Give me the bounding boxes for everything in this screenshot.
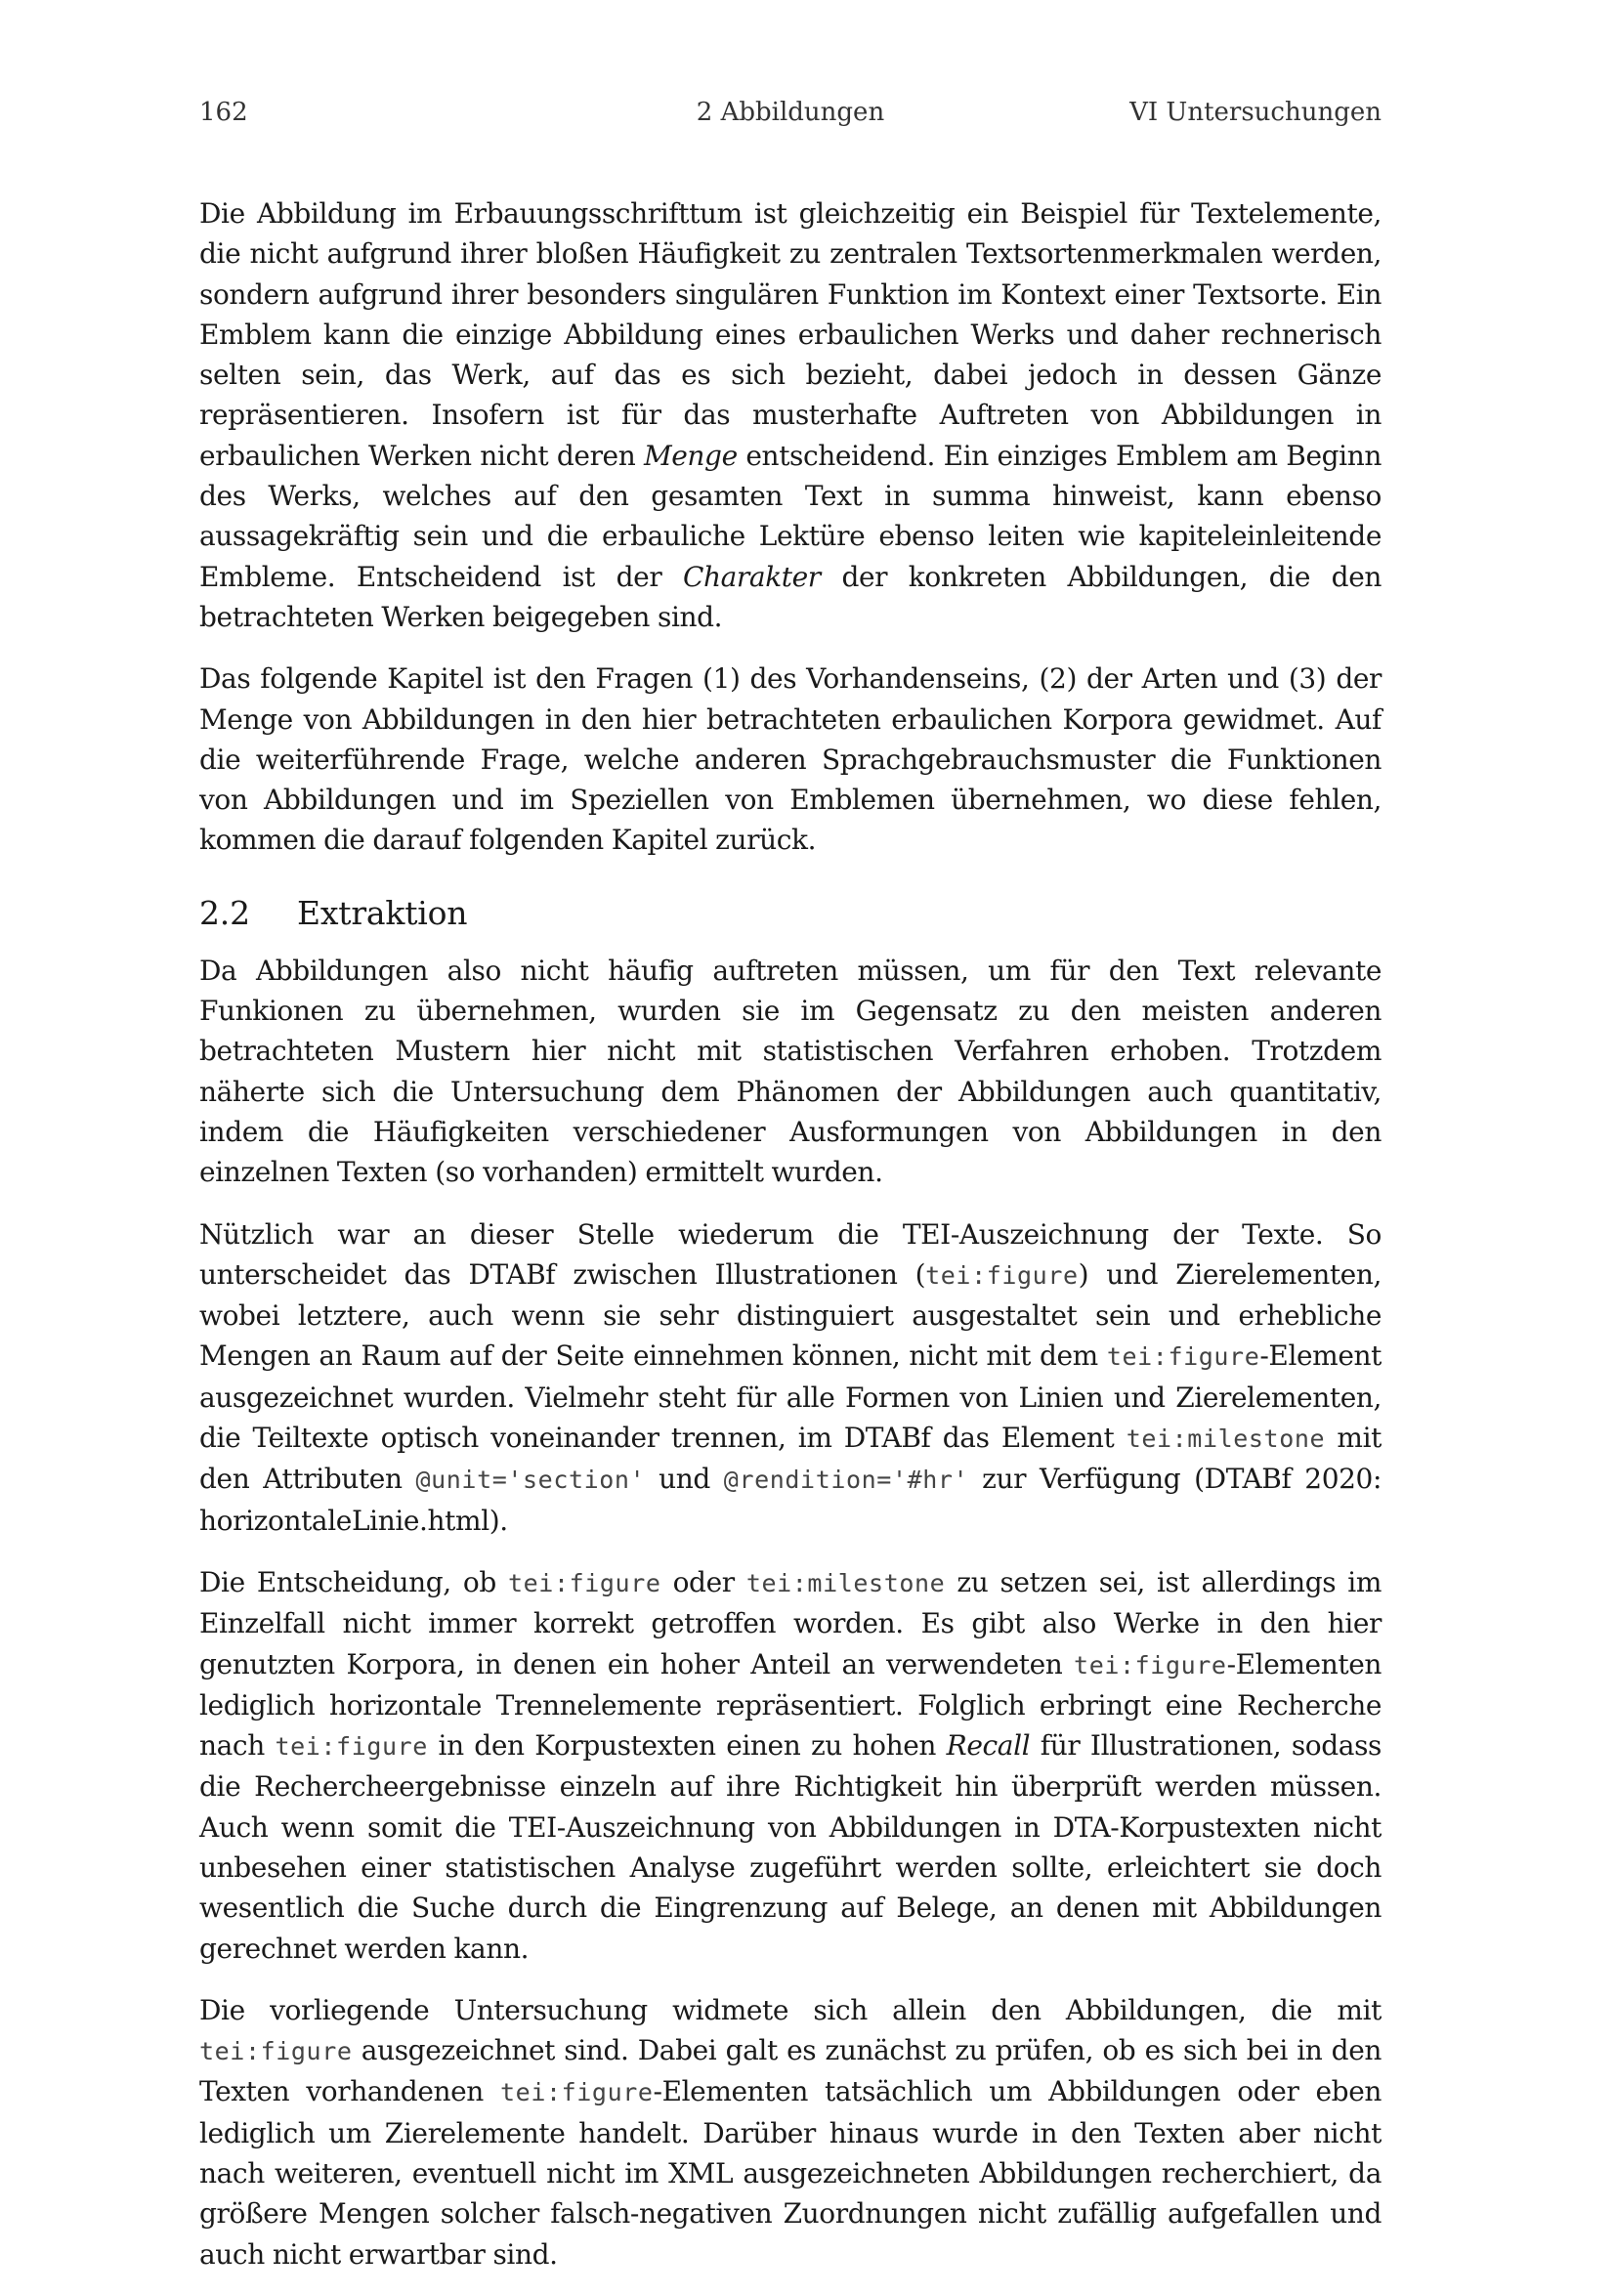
emphasis-menge: Menge xyxy=(643,439,738,472)
page-number: 162 xyxy=(199,98,248,127)
paragraph-3: Da Abbildungen also nicht häufig auftreten müssen, um für den Text relevante Funkionen zu übernehmen, wurden sie im Gegensatz zu den meisten anderen betrachteten Mustern hier nicht mit statistischen Verfahren erhoben. Trotzdem näherte sich die Untersuchung dem Phänomen der Abbildungen auch quantitativ, indem die Häufigkeiten verschiedener Ausformungen von Abbildungen in den einzelnen Texten (so vorhanden) ermittelt wurden. xyxy=(199,954,1382,1189)
code-tei-figure: tei:figure xyxy=(507,1568,661,1597)
code-unit-attribute: @unit='section' xyxy=(415,1466,646,1495)
code-tei-figure: tei:figure xyxy=(1106,1342,1260,1372)
paragraph-1: Die Abbildung im Erbauungsschrifttum ist gleichzeitig ein Beispiel für Textelemente, die nicht aufgrund ihrer bloßen Häufigkeit zu zentralen Textsortenmerkmalen werden, sondern aufgrund ihrer besonders singulären Funktion im Kontext einer Textsorte. Ein Emblem kann die einzige Abbildung eines erbaulichen Werks und daher rechnerisch selten sein, das Werk, auf das es sich bezieht, dabei jedoch in dessen Gänze repräsentieren. Insofern ist für das musterhafte Auftreten von Abbildungen in erbaulichen Werken nicht deren Menge entscheidend. Ein einziges Emblem am Beginn des Werks, welches auf den gesamten Text in summa hinweist, kann ebenso aussagekräftig sein und die erbauliche Lektüre ebenso leiten wie kapiteleinleitende Embleme. Entscheidend ist der Charakter der konkreten Abbildungen, die den betrachteten Werken beigegeben sind. xyxy=(199,197,1382,633)
body-text xyxy=(199,193,1382,2296)
code-tei-figure: tei:figure xyxy=(500,2078,654,2107)
code-tei-milestone: tei:milestone xyxy=(1126,1424,1326,1454)
paragraph-6: Die vorliegende Untersuchung widmete sich allein den Abbildungen, die mit tei:figure ausgezeichnet sind. Dabei galt es zunächst zu prüfen, ob es sich bei in den Texten vorhandenen tei:figure-Elementen tatsächlich um Abbildungen oder eben lediglich um Zierelemente handelt. Darüber hinaus wurde in den Texten aber nicht nach weiteren, eventuell nicht im XML ausgezeichneten Abbildungen recherchiert, da größere Mengen solcher falsch-negativen Zuordnungen nicht zufällig aufgefallen und auch nicht erwartbar sind. xyxy=(199,1993,1382,2271)
section-heading xyxy=(199,892,1382,935)
code-tei-figure: tei:figure xyxy=(925,1260,1079,1290)
code-rendition-attribute: @rendition='#hr' xyxy=(723,1466,969,1495)
code-tei-figure: tei:figure xyxy=(199,2037,353,2066)
emphasis-charakter: Charakter xyxy=(682,560,821,593)
code-tei-figure: tei:figure xyxy=(1074,1650,1227,1679)
section-number: 2.2 xyxy=(199,893,250,932)
code-tei-figure: tei:figure xyxy=(275,1732,428,1762)
emphasis-recall: Recall xyxy=(946,1729,1031,1763)
code-tei-milestone: tei:milestone xyxy=(745,1568,946,1597)
part-title: VI Untersuchungen xyxy=(1129,98,1382,127)
paragraph-5: Die Entscheidung, ob tei:figure oder tei:milestone zu setzen sei, ist allerdings im Einzelfall nicht immer korrekt getroffen worden. Es gibt also Werke in den hier genutzten Korpora, in denen ein hoher Anteil an verwendeten tei:figure-Elementen lediglich horizontale Trennelemente repräsentiert. Folglich erbringt eine Recherche nach tei:figure in den Korpustexten einen zu hohen Recall für Illustrationen, sodass die Rechercheergebnisse einzeln auf ihre Richtigkeit hin überprüft werden müssen. Auch wenn somit die TEI-Auszeichnung von Abbildungen in DTA-Korpustexten nicht unbesehen einer statistischen Analyse zugeführt werden sollte, erleichtert sie doch wesentlich die Suche durch die Eingrenzung auf Belege, an denen mit Abbildungen gerechnet werden kann. xyxy=(199,1565,1382,1965)
chapter-title: 2 Abbildungen xyxy=(696,98,885,127)
running-head xyxy=(199,98,1382,131)
paragraph-2: Das folgende Kapitel ist den Fragen (1) des Vorhandenseins, (2) der Arten und (3) der Menge von Abbildungen in den hier betrachteten erbaulichen Korpora gewidmet. Auf die weiterführende Frage, welche anderen Sprachgebrauchsmuster die Funktionen von Abbildungen und im Speziellen von Emblemen übernehmen, wo diese fehlen, kommen die darauf folgenden Kapitel zurück. xyxy=(199,662,1382,857)
paragraph-4: Nützlich war an dieser Stelle wiederum die TEI-Auszeichnung der Texte. So unterscheidet das DTABf zwischen Illustrationen (tei:figure) und Zierelementen, wobei letztere, auch wenn sie sehr distinguiert ausgestaltet sein und erhebliche Mengen an Raum auf der Seite einnehmen können, nicht mit dem tei:figure-Element ausgezeichnet wurden. Vielmehr steht für alle Formen von Linien und Zierelementen, die Teiltexte optisch voneinander trennen, im DTABf das Element tei:milestone mit den Attributen @unit='section' und @rendition='#hr' zur Verfügung (DTABf 2020: horizontaleLinie.html). xyxy=(199,1217,1382,1537)
section-title: Extraktion xyxy=(297,893,468,932)
